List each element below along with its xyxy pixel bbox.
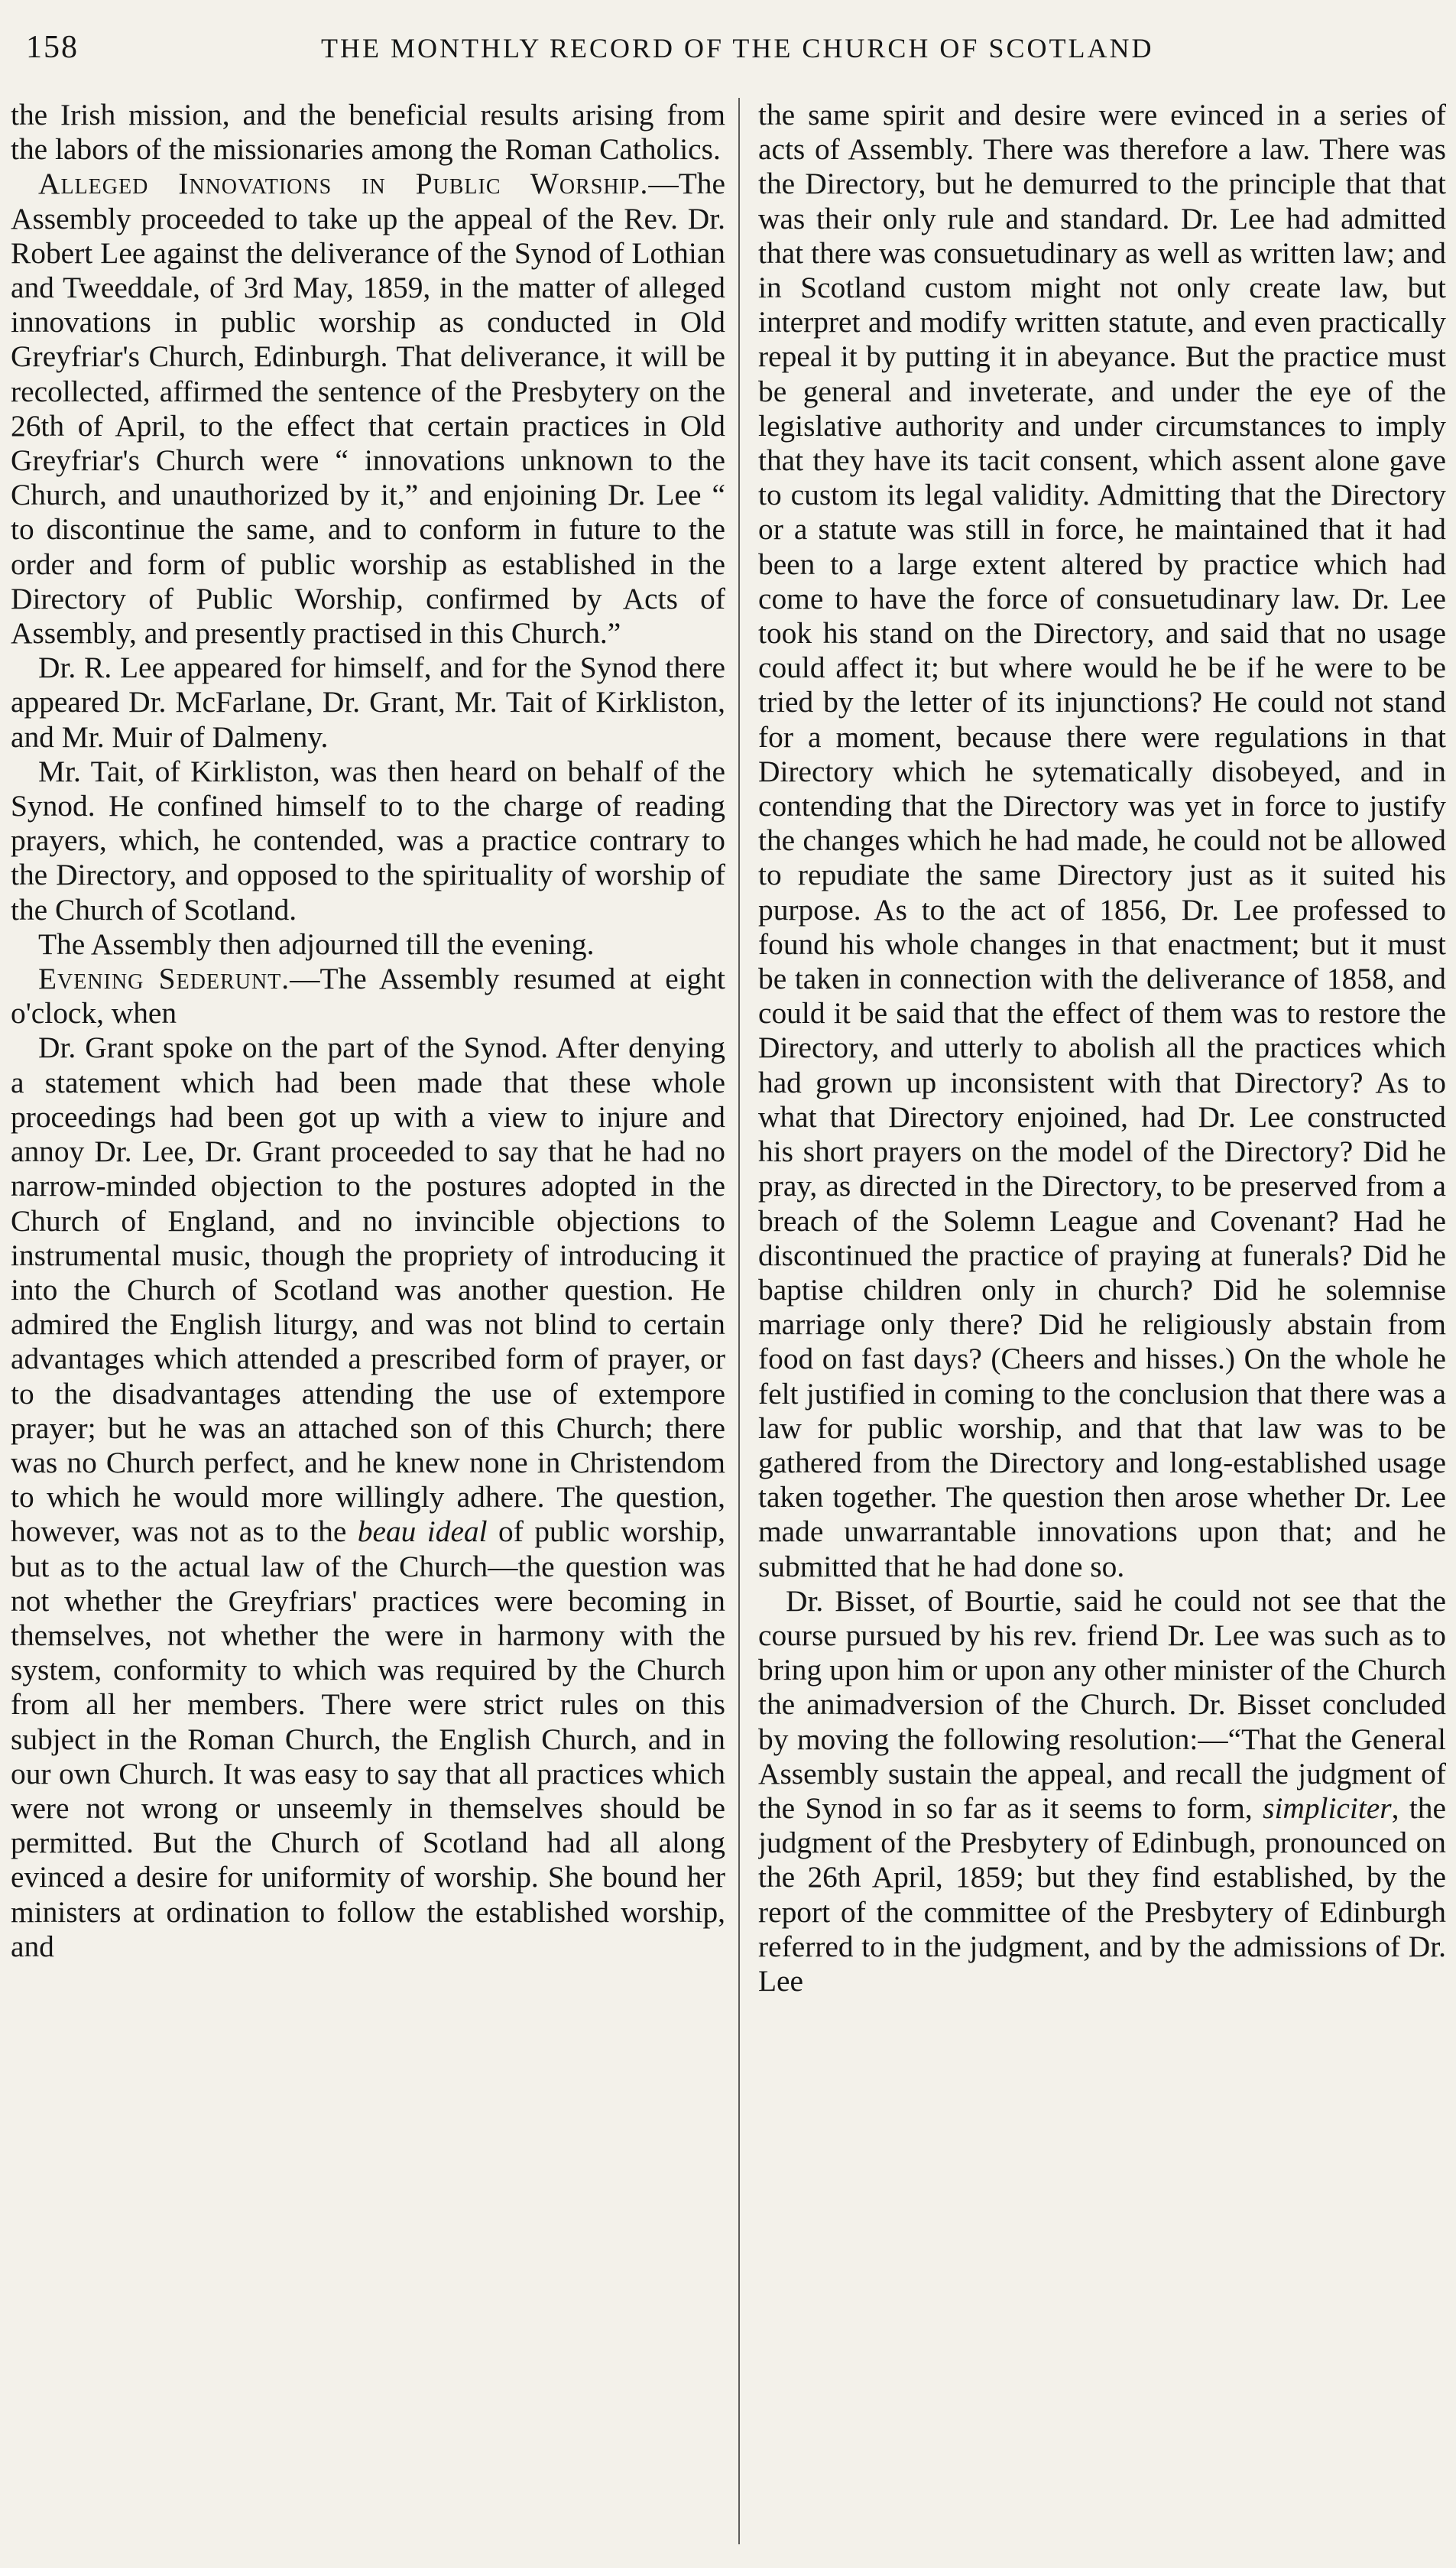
paragraph: Evening Sederunt.—The Assembly resumed at eight o'clock, when <box>11 962 725 1031</box>
paragraph: Dr. Grant spoke on the part of the Synod. After denying a statement which had been made that these whole proceedings had been got up with a view to injure and annoy Dr. Lee, Dr. Grant proceeded to say that he had no narrow-minded objection to the postures adopted in the Church of England, and no invincible objections to instrumental music, though the propriety of introducing it into the Church of Scotland was another question. He admired the English liturgy, and was not blind to certain advantages which attended a prescribed form of prayer, or to the disadvantages attending the use of extempore prayer; but he was an attached son of this Church; there was no Church perfect, and he knew none in Christendom to which he would more willingly adhere. The question, however, was not as to the beau ideal of public worship, but as to the actual law of the Church—the question was not whether the Greyfriars' practices were becoming in themselves, not whether the were in harmony with the system, conformity to which was required by the Church from all her members. There were strict rules on this subject in the Roman Church, the English Church, and in our own Church. It was easy to say that all practices which were not wrong or unseemly in themselves should be permitted. But the Church of Scotland had all along evinced a desire for uniformity of worship. She bound her ministers at ordination to follow the established worship, and <box>11 1031 725 1963</box>
paragraph: Alleged Innovations in Public Worship.—The Assembly proceeded to take up the appeal of the Rev. Dr. Robert Lee against the deliverance of the Synod of Lothian and Tweeddale, of 3rd May, 1859, in the matter of alleged innovations in public worship as conducted in Old Greyfriar's Church, Edinburgh. That deliverance, it will be recollected, affirmed the sentence of the Presbytery on the 26th of April, to the effect that certain practices in Old Greyfriar's Church were “ innovations unknown to the Church, and unauthorized by it,” and enjoining Dr. Lee “ to discontinue the same, and to conform in future to the order and form of public worship as established in the Directory of Public Worship, confirmed by Acts of Assembly, and presently practised in this Church.” <box>11 167 725 651</box>
column-divider <box>738 98 740 2544</box>
section-heading: Alleged Innovations in Public Worship. <box>38 167 649 201</box>
paragraph: The Assembly then adjourned till the evening. <box>38 927 595 961</box>
italic-phrase: simpliciter <box>1263 1790 1392 1825</box>
paragraph: Dr. R. Lee appeared for himself, and for the Synod there appeared Dr. McFarlane, Dr. Grant, Mr. Tait of Kirkliston, and Mr. Muir of Dalmeny. <box>11 651 725 754</box>
paragraph: the Irish mission, and the beneficial results arising from the labors of the missionaries among the Roman Catholics. <box>11 98 725 167</box>
italic-phrase: beau ideal <box>357 1515 488 1549</box>
paragraph: the same spirit and desire were evinced in a series of acts of Assembly. There was therefore a law. There was the Directory, but he demurred to the principle that that was their only rule and standard. Dr. Lee had admitted that there was consuetudinary as well as written law; and in Scotland custom might not only create law, but interpret and modify written statute, and even practically repeal it by putting it in abeyance. But the practice must be general and inveterate, and under the eye of the legislative authority and under circumstances to imply that they have its tacit consent, which assent alone gave to custom its legal validity. Admitting that the Directory or a statute was still in force, he maintained that it had been to a large extent altered by practice which had come to have the force of consuetudinary law. Dr. Lee took his stand on the Directory, and said that no usage could affect it; but where would he be if he were to be tried by the letter of its injunctions? He could not stand for a moment, because there were regulations in that Directory which he sytematically disobeyed, and in contending that the Directory was yet in force to justify the changes which he had made, he could not be allowed to repudiate the same Directory just as it suited his purpose. As to the act of 1856, Dr. Lee professed to found his whole changes in that enactment; but it must be taken in connection with the deliverance of 1858, and could it be said that the effect of them was to restore the Directory, and utterly to abolish all the practices which had grown up inconsistent with that Directory? As to what that Directory enjoined, had Dr. Lee constructed his short prayers on the model of the Directory? Did he pray, as directed in the Directory, to be preserved from a breach of the Solemn League and Covenant? Had he discontinued the practice of praying at funerals? Did he baptise children only in church? Did he solemnise marriage only there? Did he religiously abstain from food on fast days? (Cheers and hisses.) On the whole he felt justified in coming to the conclusion that there was a law for public worship, and that that law was to be gathered from the Directory and long-established usage taken together. The question then arose whether Dr. Lee made unwarrantable innovations upon that; and he submitted that he had done so. <box>758 98 1446 1583</box>
paragraph: Mr. Tait, of Kirkliston, was then heard on behalf of the Synod. He confined himself to to the charge of reading prayers, which, he contended, was a practice contrary to the Directory, and opposed to the spirituality of worship of the Church of Scotland. <box>11 754 725 927</box>
section-heading: Evening Sederunt. <box>38 962 290 996</box>
running-title: THE MONTHLY RECORD OF THE CHURCH OF SCOTLAND <box>321 33 1154 63</box>
page-header <box>0 23 1456 69</box>
page-number: 158 <box>26 30 79 65</box>
paragraph: Dr. Bisset, of Bourtie, said he could not see that the course pursued by his rev. friend Dr. Lee was such as to bring upon him or upon any other minister of the Church the animadversion of the Church. Dr. Bisset concluded by moving the following resolution:—“That the General Assembly sustain the appeal, and recall the judgment of the Synod in so far as it seems to form, simpliciter, the judgment of the Presbytery of Edinbugh, pronounced on the 26th April, 1859; but they find established, by the report of the committee of the Presbytery of Edinburgh referred to in the judgment, and by the admissions of Dr. Lee <box>758 1583 1446 1998</box>
right-column <box>758 98 1446 2552</box>
left-column <box>11 98 725 2552</box>
